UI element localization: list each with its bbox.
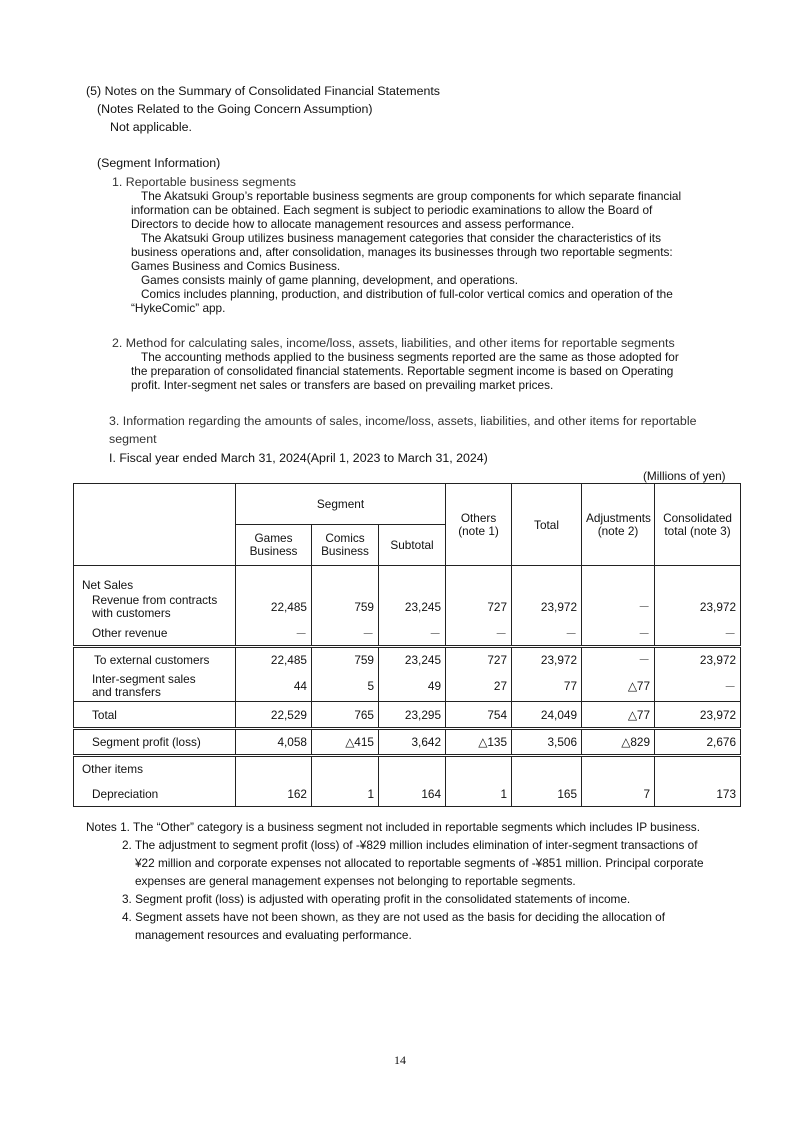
cell-value: 3,642: [379, 729, 446, 756]
cell-value: 754: [446, 702, 512, 729]
s1-p1-line1: The Akatsuki Group’s reportable business segments are group components for which separate financial: [141, 189, 682, 203]
note-4-line2: management resources and evaluating performance.: [135, 928, 412, 942]
header-games-l2: Business: [249, 544, 298, 558]
cell-value: △829: [582, 729, 655, 756]
cell-value: 759: [312, 647, 379, 672]
cell-value: 23,245: [379, 647, 446, 672]
inter-segment-l2: and transfers: [92, 685, 161, 700]
cell-value: －: [582, 592, 655, 622]
going-concern-body: Not applicable.: [110, 120, 192, 134]
note-2-line3: expenses are general management expenses not belonging to reportable segments.: [135, 874, 576, 888]
cell-value: 4,058: [236, 729, 312, 756]
s2-line1: The accounting methods applied to the business segments reported are the same as those adopted for: [141, 350, 679, 364]
cell-value: 23,972: [512, 592, 582, 622]
cell-value: 27: [446, 672, 512, 702]
note-3: 3. Segment profit (loss) is adjusted with operating profit in the consolidated statements of income.: [122, 892, 631, 906]
s1-p2-line1: The Akatsuki Group utilizes business management categories that consider the characteristics of its: [141, 231, 661, 245]
inter-segment-l1: Inter-segment sales: [92, 672, 196, 687]
cell-value: 23,295: [379, 702, 446, 729]
s2-line2: the preparation of consolidated financial statements. Reportable segment income is based on Operating: [131, 364, 674, 378]
cell-value: 727: [446, 592, 512, 622]
cell-value: △77: [582, 672, 655, 702]
header-consolidated: [655, 484, 741, 566]
notes-heading: (5) Notes on the Summary of Consolidated Financial Statements: [86, 84, 440, 98]
segment-info-title: (Segment Information): [97, 156, 221, 170]
page-number: 14: [394, 1053, 406, 1067]
table-row-revenue: [74, 592, 741, 622]
cell-value: 44: [236, 672, 312, 702]
header-others: [446, 484, 512, 566]
cell-value: 23,972: [512, 647, 582, 672]
note-2-line1: 2. The adjustment to segment profit (loss) of -¥829 million includes elimination of inter-segment transactions of: [122, 838, 698, 852]
header-others-l1: Others: [460, 510, 497, 525]
section-2-title: 2. Method for calculating sales, income/loss, assets, liabilities, and other items for reportable segments: [112, 336, 675, 350]
header-games: [236, 525, 312, 566]
cell-value: 3,506: [512, 729, 582, 756]
cell-value: 162: [236, 782, 312, 807]
cell-value: △415: [312, 729, 379, 756]
cell-value: 759: [312, 592, 379, 622]
cell-value: 2,676: [655, 729, 741, 756]
revenue-label-l2: with customers: [92, 605, 171, 620]
cell-value: 49: [379, 672, 446, 702]
unit-label: (Millions of yen): [643, 469, 726, 483]
header-segment: Segment: [236, 484, 446, 525]
cell-value: 7: [582, 782, 655, 807]
cell-value: －: [582, 647, 655, 672]
cell-value: 173: [655, 782, 741, 807]
header-comics-l1: Comics: [325, 531, 365, 545]
net-sales-label: Net Sales: [74, 566, 236, 592]
other-items-label: Other items: [74, 756, 236, 782]
cell-value: 23,972: [655, 592, 741, 622]
s1-p1-line2: information can be obtained. Each segment is subject to periodic examinations to allow the Board of: [131, 203, 653, 217]
inter-segment-label: [74, 672, 236, 702]
segment-table: [73, 483, 741, 807]
cell-value: 5: [312, 672, 379, 702]
total-label: Total: [74, 702, 236, 729]
cell-value: 22,485: [236, 647, 312, 672]
cell-value: 765: [312, 702, 379, 729]
header-cons-l2: total (note 3): [664, 523, 731, 538]
cell-value: 23,972: [655, 702, 741, 729]
header-subtotal: Subtotal: [379, 525, 446, 566]
cell-value: 165: [512, 782, 582, 807]
section-1-title: 1. Reportable business segments: [112, 175, 296, 189]
cell-value: －: [655, 672, 741, 702]
cell-value: －: [236, 622, 312, 647]
header-cons-l1: Consolidated: [663, 510, 732, 525]
cell-value: 1: [446, 782, 512, 807]
cell-value: －: [379, 622, 446, 647]
s1-p3: Games consists mainly of game planning, development, and operations.: [141, 273, 519, 287]
note-4-line1: 4. Segment assets have not been shown, as they are not used as the basis for deciding the allocation of: [122, 910, 666, 924]
s1-p4-line2: “HykeComic” app.: [131, 301, 226, 315]
table-row-inter-segment: [74, 672, 741, 702]
header-comics: [312, 525, 379, 566]
cell-value: －: [312, 622, 379, 647]
header-adj-l2: (note 2): [597, 523, 639, 538]
table-row-other-revenue: [74, 622, 741, 647]
s1-p4-line1: Comics includes planning, production, and distribution of full-color vertical comics and operation of the: [141, 287, 673, 301]
header-adj-l1: Adjustments: [586, 510, 651, 525]
cell-value: －: [655, 622, 741, 647]
cell-value: －: [512, 622, 582, 647]
s2-line3: profit. Inter-segment net sales or transfers are based on prevailing market prices.: [131, 378, 554, 392]
cell-value: 22,529: [236, 702, 312, 729]
section-3-subtitle: I. Fiscal year ended March 31, 2024(April 1, 2023 to March 31, 2024): [109, 451, 488, 465]
section-3-title-line2: segment: [109, 432, 157, 446]
header-total: Total: [512, 484, 582, 566]
header-adjustments: [582, 484, 655, 566]
cell-value: 23,245: [379, 592, 446, 622]
s1-p2-line3: Games Business and Comics Business.: [131, 259, 341, 273]
cell-value: －: [582, 622, 655, 647]
cell-value: 24,049: [512, 702, 582, 729]
table-row-total: [74, 702, 741, 729]
cell-value: 77: [512, 672, 582, 702]
segment-profit-label: Segment profit (loss): [74, 729, 236, 756]
cell-value: 727: [446, 647, 512, 672]
header-games-l1: Games: [254, 531, 293, 545]
external-label: To external customers: [74, 647, 236, 672]
revenue-label: [74, 592, 236, 622]
cell-value: △77: [582, 702, 655, 729]
s1-p1-line3: Directors to decide how to allocate management resources and assess performance.: [131, 217, 575, 231]
cell-value: 1: [312, 782, 379, 807]
other-revenue-label: Other revenue: [74, 622, 236, 647]
cell-value: 22,485: [236, 592, 312, 622]
cell-value: －: [446, 622, 512, 647]
header-others-l2: (note 1): [458, 523, 499, 538]
note-1: Notes 1. The “Other” category is a business segment not included in reportable segments which includes IP business.: [86, 820, 700, 834]
header-blank: [74, 484, 236, 566]
note-2-line2: ¥22 million and corporate expenses not allocated to reportable segments of -¥851 million. Principal corporate: [135, 856, 704, 870]
cell-value: 164: [379, 782, 446, 807]
header-comics-l2: Business: [321, 544, 369, 558]
section-3-title-line1: 3. Information regarding the amounts of sales, income/loss, assets, liabilities, and other items for reportable: [109, 414, 697, 428]
going-concern-title: (Notes Related to the Going Concern Assumption): [97, 102, 373, 116]
table-row-depreciation: [74, 782, 741, 807]
s1-p2-line2: business operations and, after consolidation, manages its businesses through two reportable segments:: [131, 245, 673, 259]
cell-value: 23,972: [655, 647, 741, 672]
cell-value: △135: [446, 729, 512, 756]
table-row-segment-profit: [74, 729, 741, 756]
revenue-label-l1: Revenue from contracts: [92, 592, 218, 607]
table-row-external: [74, 647, 741, 672]
depreciation-label: Depreciation: [74, 782, 236, 807]
